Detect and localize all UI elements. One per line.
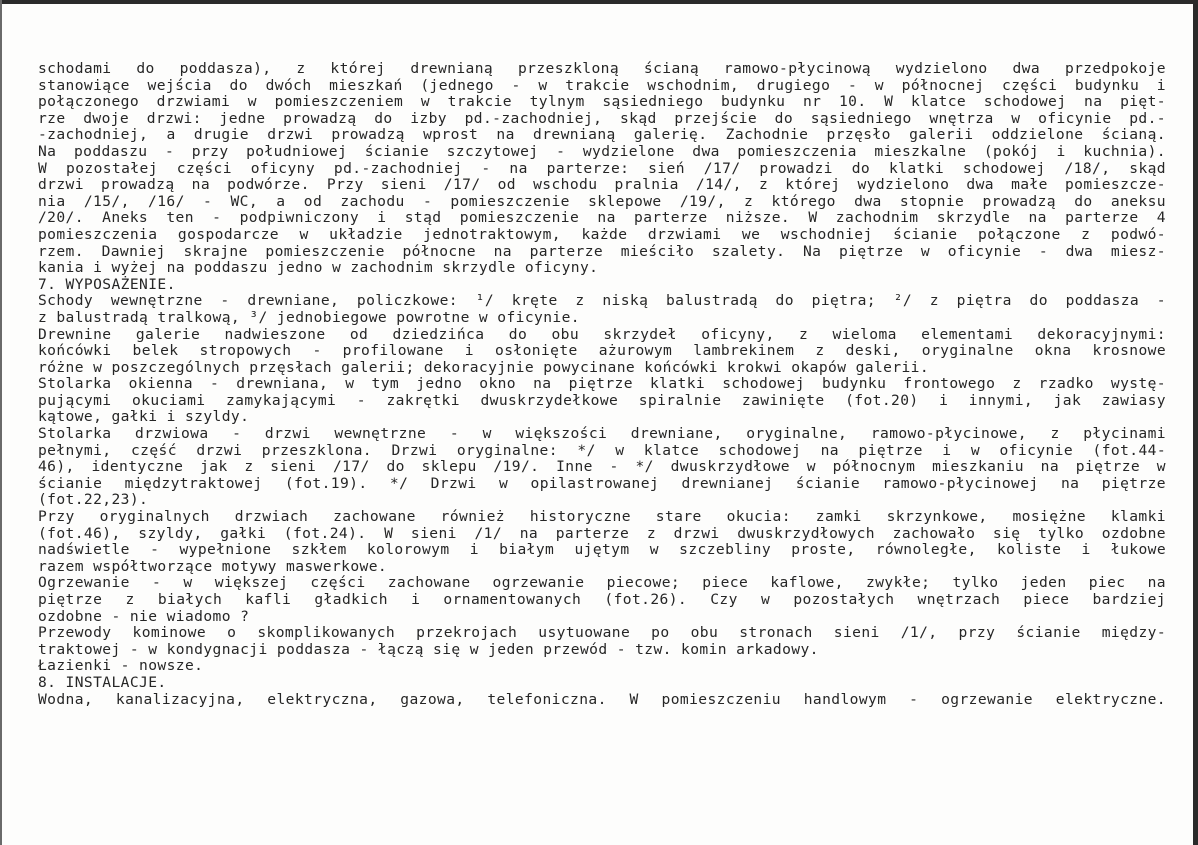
text-line: kania i wyżej na poddaszu jedno w zachodnim skrzydle oficyny. bbox=[38, 259, 599, 277]
text-line: traktowej - w kondygnacji poddasza - łączą się w jeden przewód - tzw. komin arkadowy. bbox=[38, 640, 819, 658]
text-line: końcówki belek stropowych - profilowane i osłonięte ażurowym lambrekinem z deski, oryginalne okna krosnowe bbox=[38, 343, 1166, 360]
text-line: 7. WYPOSAŻENIE. bbox=[38, 275, 176, 293]
typewritten-text-block bbox=[38, 61, 1166, 708]
scan-edge-left bbox=[0, 0, 2, 845]
text-line: Stolarka okienna - drewniana, w tym jedno okno na piętrze klatki schodowej budynku frontowego z rzadko wystę- bbox=[38, 376, 1166, 393]
text-line: -zachodniej, a drugie drzwi prowadzą wprost na drewnianą galerię. Zachodnie przęsło galerii oddzielone ścianą. bbox=[38, 127, 1166, 144]
text-line: Wodna, kanalizacyjna, elektryczna, gazowa, telefoniczna. W pomieszczeniu handlowym - ogrzewanie elektryczne. bbox=[38, 691, 1166, 708]
text-line: Stolarka drzwiowa - drzwi wewnętrzne - w większości drewniane, oryginalne, ramowo-płycinowe, z płycinami bbox=[38, 426, 1166, 443]
text-line: schodami do poddasza), z której drewnianą przeszkloną ścianą ramowo-płycinową wydzielono dwa przedpokoje bbox=[38, 61, 1166, 77]
text-line: W pozostałej części oficyny pd.-zachodniej - na parterze: sień /17/ prowadzi do klatki schodowej /18/, skąd bbox=[38, 160, 1166, 177]
text-line: Schody wewnętrzne - drewniane, policzkowe: ¹/ kręte z niską balustradą do piętra; ²/ z piętra do poddasza - bbox=[38, 293, 1166, 310]
scan-edge-top bbox=[0, 0, 1198, 4]
text-line: Przewody kominowe o skomplikowanych przekrojach usytuowane po obu stronach sieni /1/, przy ścianie między- bbox=[38, 625, 1166, 642]
text-line: Drewnine galerie nadwieszone od dziedzińca do obu skrzydeł oficyny, z wieloma elementami dekoracyjnymi: bbox=[38, 326, 1166, 343]
text-line: nia /15/, /16/ - WC, a od zachodu - pomieszczenie sklepowe /19/, z którego dwa stopnie prowadzą do aneksu bbox=[38, 193, 1166, 210]
text-line: 8. INSTALACJE. bbox=[38, 673, 167, 691]
text-line: Przy oryginalnych drzwiach zachowane również historyczne stare okucia: zamki skrzynkowe, mosiężne klamki bbox=[38, 509, 1166, 526]
scan-edge-right bbox=[1193, 0, 1198, 845]
text-line: rze dwoje drzwi: jedne prowadzą do izby pd.-zachodniej, skąd przejście do sąsiedniego wnętrza w oficynie pd.- bbox=[38, 110, 1166, 127]
text-line: rzem. Dawniej skrajne pomieszczenie północne na parterze mieściło szalety. Na piętrze w oficynie - dwa miesz- bbox=[38, 243, 1166, 260]
text-line: stanowiące wejścia do dwóch mieszkań (jednego - w trakcie wschodnim, drugiego - w północnej części budynku i bbox=[38, 77, 1166, 94]
text-line: 46), identyczne jak z sieni /17/ do sklepu /19/. Inne - */ dwuskrzydłowe w północnym mieszkaniu na piętrze w bbox=[38, 459, 1166, 476]
text-line: (fot.22,23). bbox=[38, 491, 149, 509]
text-line: Ogrzewanie - w większej części zachowane ogrzewanie piecowe; piece kaflowe, zwykłe; tylko jeden piec na bbox=[38, 575, 1166, 592]
text-line: Na poddaszu - przy południowej ścianie szczytowej - wydzielone dwa pomieszczenia mieszkalne (pokój i kuchnia). bbox=[38, 143, 1166, 160]
text-line: kątowe, gałki i szyldy. bbox=[38, 408, 250, 426]
text-line: pełnymi, część drzwi przeszklona. Drzwi oryginalne: */ w klatce schodowej na piętrze i w oficynie (fot.44- bbox=[38, 442, 1166, 459]
text-line: z balustradą tralkową, ³/ jednobiegowe powrotne w oficynie. bbox=[38, 308, 580, 326]
text-line: nadświetle - wypełnione szkłem kolorowym i białym ujętym w szczebliny proste, równoległe, koliste i łukowe bbox=[38, 542, 1166, 559]
text-line: piętrze z białych kafli gładkich i ornamentowanych (fot.26). Czy w pozostałych wnętrzach piece bardziej bbox=[38, 592, 1166, 608]
text-line: połączonego drzwiami w pomieszczeniem w trakcie tylnym sąsiedniego budynku nr 10. W klatce schodowej na pięt- bbox=[38, 94, 1166, 111]
text-line: /20/. Aneks ten - podpiwniczony i stąd pomieszczenie na parterze niższe. W zachodnim skrzydle na parterze 4 bbox=[38, 210, 1166, 227]
text-line: ozdobne - nie wiadomo ? bbox=[38, 607, 250, 625]
text-line: pomieszczenia gospodarcze w układzie jednotraktowym, każde drzwiami we wschodniej ścianie połączone z podwó- bbox=[38, 226, 1166, 243]
text-line: Łazienki - nowsze. bbox=[38, 657, 204, 675]
text-line: różne w poszczególnych przęsłach galerii; dekoracyjnie powycinane końcówki krokwi okapów galerii. bbox=[38, 358, 930, 376]
text-line: razem współtworzące motywy maswerkowe. bbox=[38, 557, 388, 575]
text-line: (fot.46), szyldy, gałki (fot.24). W sieni /1/ na parterze z drzwi dwuskrzydłowych zachowało się tylko ozdobne bbox=[38, 525, 1166, 542]
text-line: pującymi okuciami zamykającymi - zakrętki dwuskrzydełkowe spiralnie zawinięte (fot.20) i innymi, jak zawiasy bbox=[38, 392, 1166, 409]
text-line: drzwi prowadzą na podwórze. Przy sieni /17/ od wschodu pralnia /14/, z której wydzielono dwa małe pomieszcze- bbox=[38, 177, 1166, 194]
text-line: ścianie międzytraktowej (fot.19). */ Drzwi w opilastrowanej drewnianej ścianie ramowo-płycinowej na piętrze bbox=[38, 475, 1166, 492]
